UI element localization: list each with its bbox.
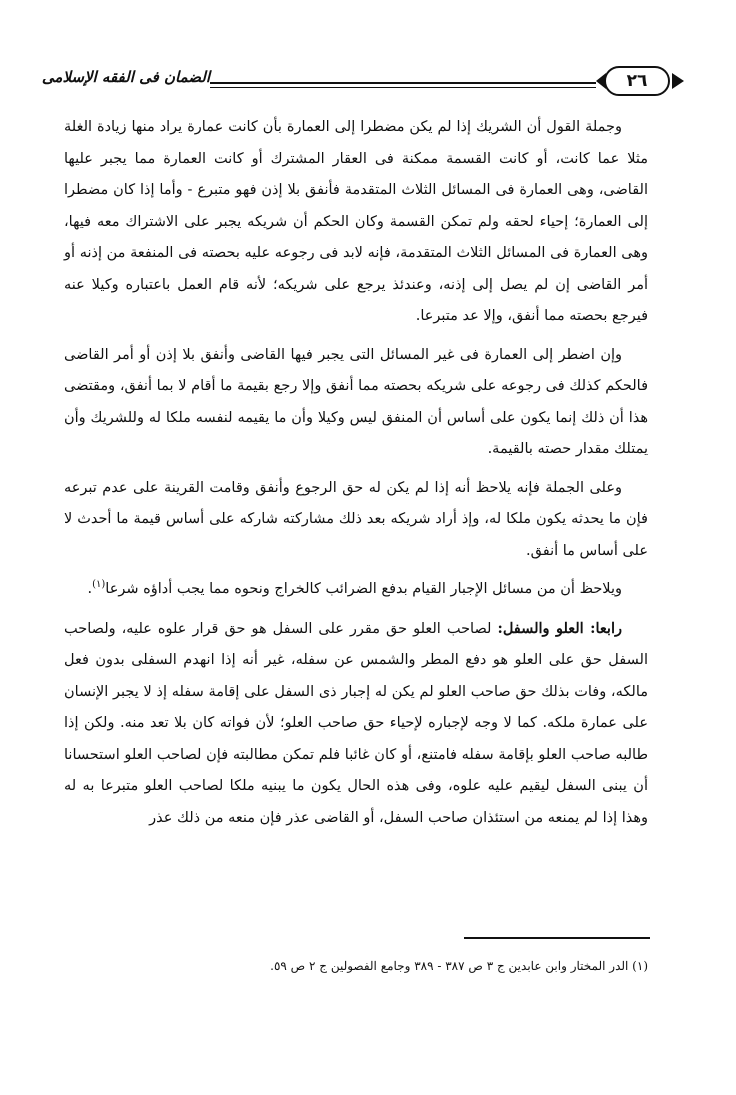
paragraph-5-text: لصاحب العلو حق مقرر على السفل هو حق قرار علوه عليه، ولصاحب السفل حق على العلو هو دفع المطر والشمس عن سفله، غير أنه إذا انهدم السفلى بدون فعل مالكه، وفات بذلك حق صاحب العلو لم يكن له إجبار ذى السفل على إقامة سفله إذ لا يجبر الإنسان على عمارة ملكه. كما لا وجه لإجباره لإحياء حق صاحب العلو؛ لأن فواته كان بلا تعد منه. ولكن إذا طالبه صاحب العلو بإقامة سفله فامتنع، أو كان غائبا فلم تمكن مطالبته فإن لصاحب العلو استحسانا أن يبنى السفل ليقيم عليه علوه، وفى هذه الحال يكون ما يبنيه ملكا لصاحب العلو متبرعا به له وهذا إذا لم يمنعه من استئذان صاحب السفل، أو القاضى عذر فإن منعه من ذلك عذر xyxy=(64,620,648,826)
paragraph-2: وإن اضطر إلى العمارة فى غير المسائل التى يجبر فيها القاضى وأنفق بلا إذن أو أمر القاضى فالحكم كذلك فى رجوعه على شريكه بحصته مما أنفق وإلا رجع بقيمة ما أقام لا بما أنفق، ومقتضى هذا أن ذلك إنما يكون على أساس أن المنفق ليس وكيلا وأن ما يقيمه لنفسه ملكا له وللشريك وأن يمتلك مقدار حصته بالقيمة. xyxy=(64,346,649,457)
section-heading-upper-lower: رابعا: العلو والسفل: xyxy=(497,619,622,637)
paragraph-5 xyxy=(64,613,648,835)
header-rule xyxy=(210,82,596,84)
footnote: (١) الدر المختار وابن عابدين ج ٣ ص ٣٨٧ - ٣٨٩ وجامع الفصولين ج ٢ ص ٥٩. xyxy=(270,959,648,973)
paragraph-4: ويلاحظ أن من مسائل الإجبار القيام بدفع الضرائب كالخراج ونحوه مما يجب أداؤه شرعا$^{(١)}$. xyxy=(87,579,622,597)
paragraph-3: وعلى الجملة فإنه يلاحظ أنه إذا لم يكن له حق الرجوع وأنفق وقامت القرينة على عدم تبرعه فإن ما يحدثه يكون ملكا له، وإذ أراد شريكه بعد ذلك مشاركته شاركه على أساس قيمة ما أحدث لا على أساس ما أنفق. xyxy=(64,479,648,559)
arrow-right-icon xyxy=(672,73,684,89)
page-number-badge: ٢٦ xyxy=(604,66,670,96)
paragraph-1: وجملة القول أن الشريك إذا لم يكن مضطرا إلى العمارة بأن كانت عمارة يراد منها زيادة الغلة مثلا عما كانت، أو كانت القسمة ممكنة فى العقار المشترك أو كانت العمارة مما يجبر عليها القاضى، وهى العمارة فى المسائل الثلاث المتقدمة فأنفق بلا إذن فهو متبرع - وأما إذا كان مضطرا إلى العمارة؛ إحياء لحقه ولم تمكن القسمة وكان الحكم أن شريكه يجبر على الاشتراك معه فيها، وهى العمارة فى المسائل الثلاث المتقدمة، فإنه لابد فى رجوعه عليه بحصته فى المنفعة من إذنه أو أمر القاضى إن لم يصل إلى إذنه، وعندئذ يرجع على شريكه؛ لأنه قام العمل باعتباره وكيلا عنه فيرجع بحصته مما أنفق، وإلا عد متبرعا. xyxy=(64,119,648,324)
paragraph-4-text: ويلاحظ أن من مسائل الإجبار القيام بدفع الضرائب كالخراج ونحوه مما يجب أداؤه شرعا xyxy=(105,581,622,597)
footnote-marker[interactable]: (١) xyxy=(92,579,106,591)
body-text xyxy=(64,112,648,841)
footnote-divider xyxy=(464,937,650,939)
header-title: الضمان فى الفقه الإسلامى xyxy=(41,68,210,86)
running-header xyxy=(41,66,684,106)
header-rule-thin xyxy=(210,87,596,88)
